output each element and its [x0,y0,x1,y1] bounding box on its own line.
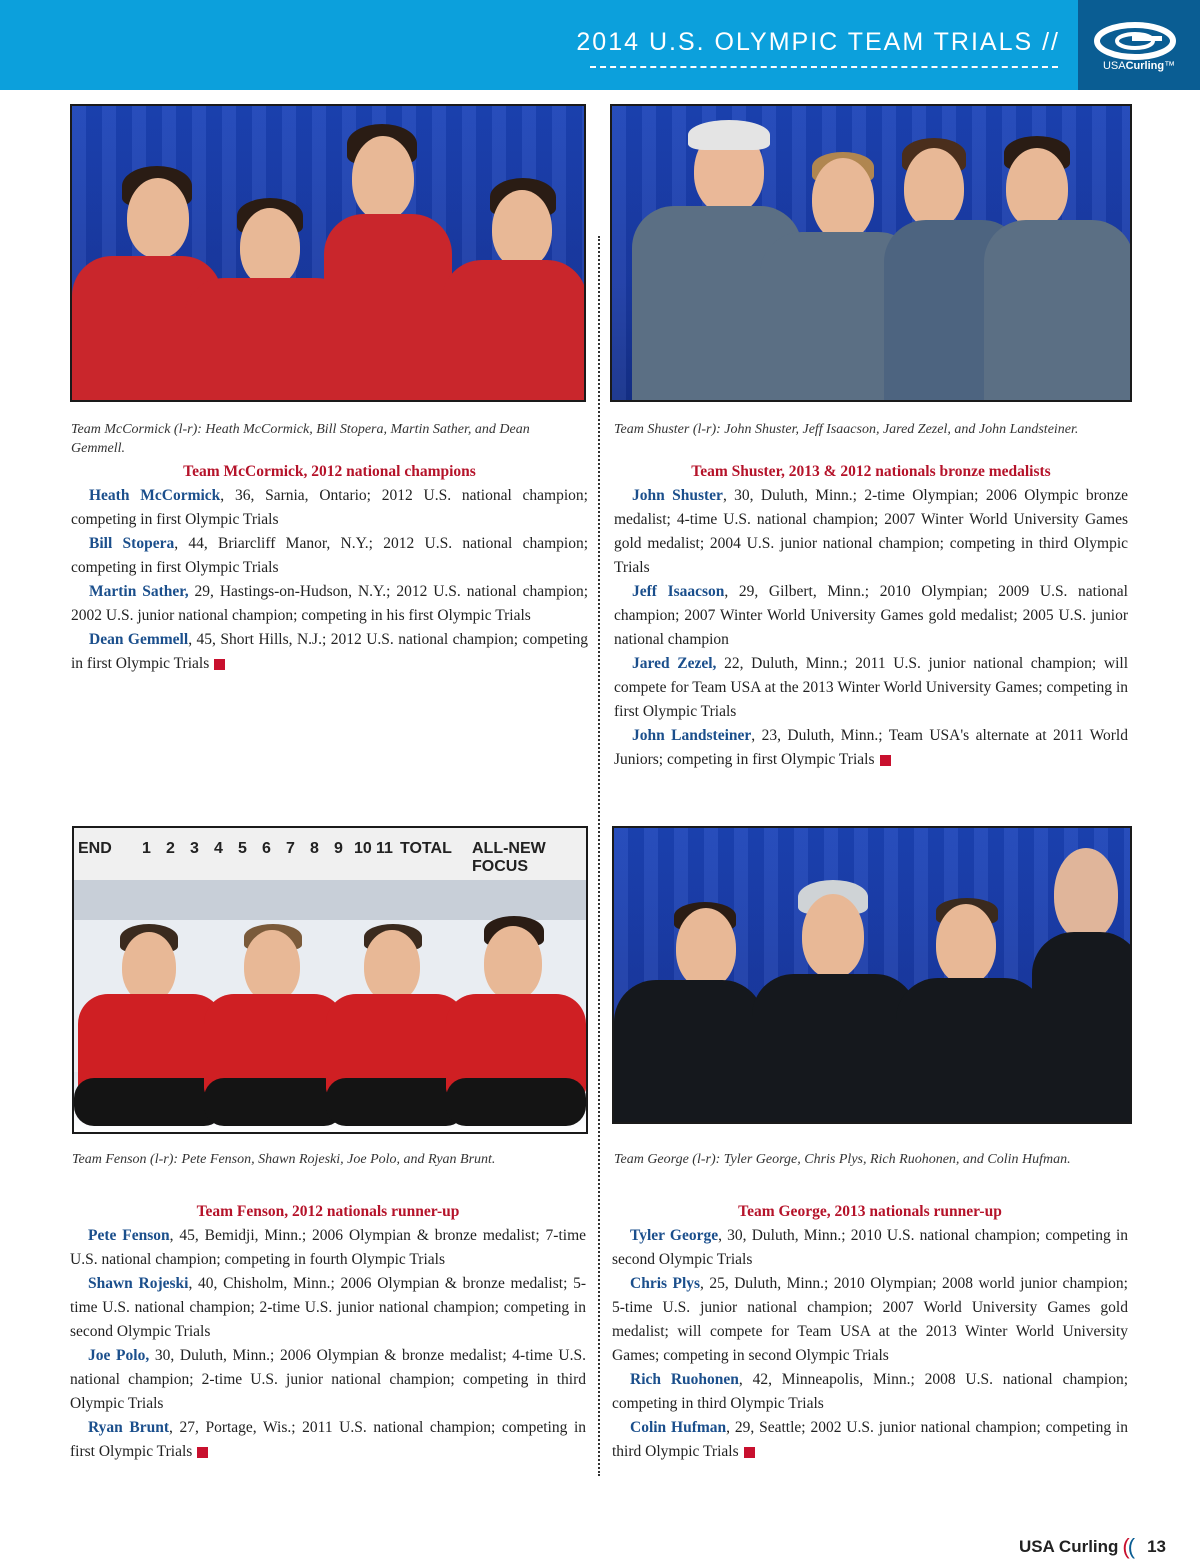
bio-paragraph: Jared Zezel, 22, Duluth, Minn.; 2011 U.S. junior national champion; will compete for Team USA at the 2013 Winter World University Games; competing in first Olympic Trials [614,655,1129,720]
player-name: Joe Polo, [88,1347,150,1364]
end-mark-icon [214,659,225,670]
bio-paragraph: Ryan Brunt, 27, Portage, Wis.; 2011 U.S. national champion; competing in first Olympic Trials [70,1419,586,1460]
footer-paren-red: ( [1122,1534,1130,1559]
usa-curling-logo [1078,0,1200,90]
footer-brand: USA Curling [1018,1537,1119,1556]
player-name: Rich Ruohonen [630,1371,739,1388]
bio-paragraph: John Landsteiner, 23, Duluth, Minn.; Team USA's alternate at 2011 World Juniors; competing in first Olympic Trials [614,727,1128,768]
player-name: Tyler George [630,1227,719,1244]
footer-paren-blue: ( [1127,1534,1136,1559]
photo-caption: Team McCormick (l-r): Heath McCormick, Bill Stopera, Martin Sather, and Dean Gemmell. [71,422,530,456]
photo-caption: Team Shuster (l-r): John Shuster, Jeff Isaacson, Jared Zezel, and John Landsteiner. [614,422,1079,437]
logo-wordmark: USACurling™ [1102,60,1176,72]
bio-paragraph: Bill Stopera, 44, Briarcliff Manor, N.Y.; 2012 U.S. national champion; competing in first Olympic Trials [71,535,589,576]
scoreboard: END 1 2 3 4 5 6 7 8 9 10 11 TOTAL ALL-NEW FOCUS [74,828,586,882]
end-mark-icon [880,755,891,766]
bio-paragraph: Colin Hufman, 29, Seattle; 2002 U.S. junior national champion; competing in third Olympic Trials [612,1419,1128,1460]
player-name: Colin Hufman [630,1419,727,1436]
page-footer [1019,1532,1166,1558]
photo-caption: Team Fenson (l-r): Pete Fenson, Shawn Rojeski, Joe Polo, and Ryan Brunt. [72,1152,496,1167]
player-name: Dean Gemmell [89,631,189,648]
team-mccormick-photo [70,104,586,402]
bio-paragraph: Jeff Isaacson, 29, Gilbert, Minn.; 2010 Olympian; 2009 U.S. national champion; 2007 Winter World University Games gold medalist; 2005 U.S. junior national champion [614,583,1128,648]
player-name: Pete Fenson [88,1227,170,1244]
team-fenson-photo [72,826,588,1134]
player-name: Shawn Rojeski [88,1275,189,1292]
bio-paragraph: Heath McCormick, 36, Sarnia, Ontario; 2012 U.S. national champion; competing in first Olympic Trials [71,487,588,528]
bio-paragraph: Rich Ruohonen, 42, Minneapolis, Minn.; 2008 U.S. national champion; competing in third Olympic Trials [612,1371,1128,1412]
player-name: Jeff Isaacson [632,583,725,600]
section-title: 2014 U.S. OLYMPIC TEAM TRIALS // [576,28,1060,56]
player-name: Ryan Brunt [88,1419,169,1436]
bio-paragraph: Tyler George, 30, Duluth, Minn.; 2010 U.S. national champion; competing in second Olympic Trials [612,1227,1128,1268]
team-subhead: Team McCormick, 2012 national champions [183,463,476,480]
column-divider [598,236,600,1476]
bio-paragraph: Pete Fenson, 45, Bemidji, Minn.; 2006 Olympian & bronze medalist; 7-time U.S. national champion; competing in fourth Olympic Trials [70,1227,586,1268]
team-shuster-photo [610,104,1132,402]
bio-paragraph: Joe Polo, 30, Duluth, Minn.; 2006 Olympian & bronze medalist; 4-time U.S. national champion; 2-time U.S. junior national champion; competing in third Olympic Trials [70,1347,586,1412]
bio-paragraph: Chris Plys, 25, Duluth, Minn.; 2010 Olympian; 2008 world junior champion; 5-time U.S. junior national champion; 2007 World University Games gold medalist; will compete for Team USA at the 2013 Winter World University Games; competing in second Olympic Trials [612,1275,1128,1364]
team-subhead: Team Shuster, 2013 & 2012 nationals bronze medalists [691,463,1051,480]
end-mark-icon [197,1447,208,1458]
team-subhead: Team George, 2013 nationals runner-up [738,1203,1002,1220]
page-header [0,0,1200,90]
end-mark-icon [744,1447,755,1458]
bio-paragraph: Shawn Rojeski, 40, Chisholm, Minn.; 2006 Olympian & bronze medalist; 5-time U.S. national champion; 2-time U.S. junior national champion; competing in second Olympic Trials [70,1275,587,1340]
player-name: Jared Zezel, [632,655,717,672]
team-bios [71,484,588,676]
bio-paragraph: Dean Gemmell, 45, Short Hills, N.J.; 2012 U.S. national champion; competing in first Olympic Trials [71,631,588,672]
team-bios [70,1224,586,1464]
player-name: John Landsteiner [632,727,752,744]
team-bios [614,484,1128,772]
player-name: Martin Sather, [89,583,189,600]
player-name: Chris Plys [630,1275,701,1292]
photo-caption: Team George (l-r): Tyler George, Chris Plys, Rich Ruohonen, and Colin Hufman. [614,1152,1071,1167]
curling-stone-icon [1094,22,1176,60]
page-number: 13 [1147,1537,1166,1556]
header-dashed-rule [590,66,1058,68]
team-bios [612,1224,1128,1464]
player-name: Bill Stopera [89,535,175,552]
team-george-photo [612,826,1132,1124]
player-name: John Shuster [632,487,723,504]
team-subhead: Team Fenson, 2012 nationals runner-up [196,1203,460,1220]
bio-paragraph: Martin Sather, 29, Hastings-on-Hudson, N.Y.; 2012 U.S. national champion; 2002 U.S. junior national champion; competing in his first Olympic Trials [71,583,588,624]
bio-paragraph: John Shuster, 30, Duluth, Minn.; 2-time Olympian; 2006 Olympic bronze medalist; 4-time U.S. national champion; 2007 Winter World University Games gold medalist; 2004 U.S. junior national champion; competing in third Olympic Trials [614,487,1129,576]
player-name: Heath McCormick [89,487,221,504]
